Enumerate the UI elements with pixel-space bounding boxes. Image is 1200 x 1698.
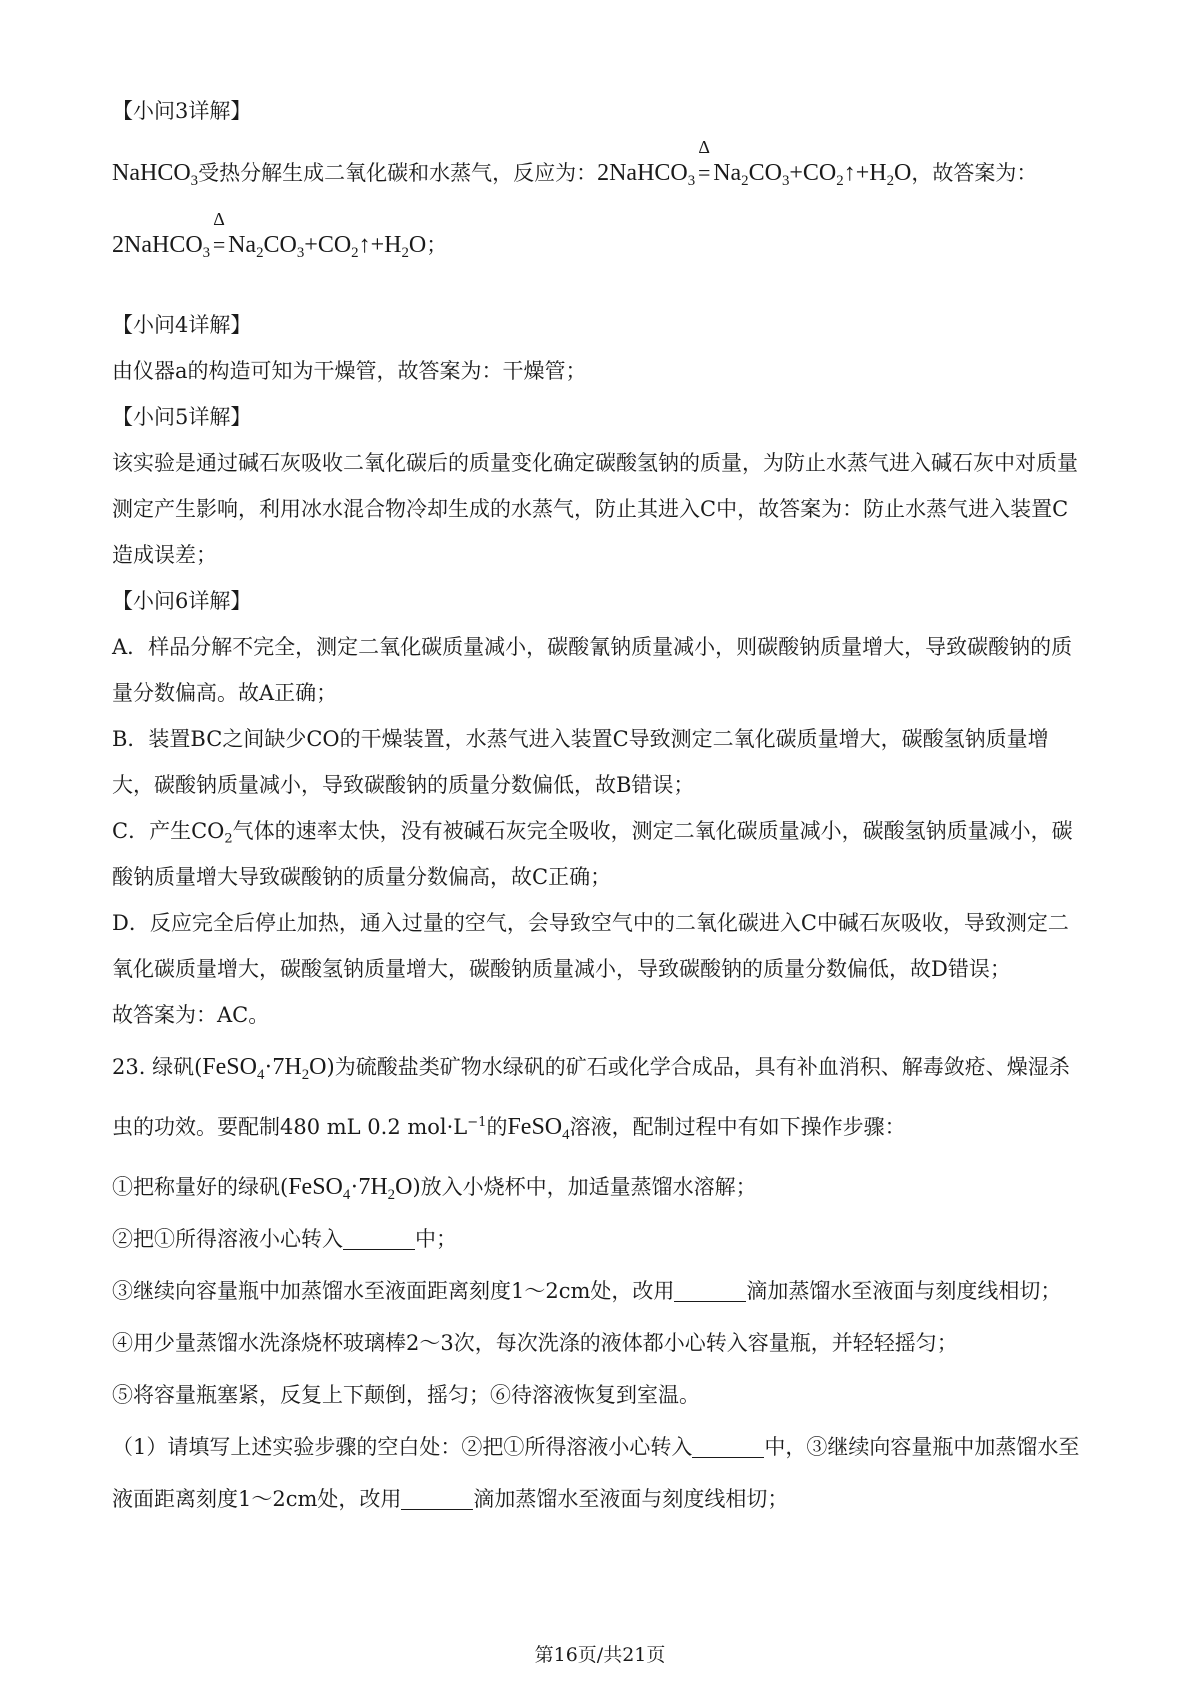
q23-line-2: 虫的功效。要配制480 mL 0.2 $mol\cdot L^{-1}$的FeSO$_4$溶液，配制过程中有如下操作步骤： bbox=[112, 1114, 906, 1144]
answer-blank bbox=[674, 1279, 746, 1302]
q5-line-3: 造成误差； bbox=[112, 543, 217, 567]
feso4-formula: FeSO$_4$ bbox=[507, 1114, 570, 1144]
q6-answer: 故答案为：AC。 bbox=[112, 1003, 270, 1027]
answer-blank bbox=[343, 1227, 415, 1250]
q5-line-2: 测定产生影响，利用冰水混合物冷却生成的水蒸气，防止其进入C中，故答案为：防止水蒸气进入装置C bbox=[112, 497, 1069, 521]
option-d-line-2: 氧化碳质量增大，碳酸氢钠质量增大，碳酸钠质量减小，导致碳酸钠的质量分数偏低，故D错误； bbox=[112, 957, 1011, 981]
decomposition-equation: 2NaHCO$_3$ Δ = $Na_2CO_3+CO_2↑+H_2O$ bbox=[597, 137, 912, 190]
green-vitriol-formula: $FeSO_4\cdot 7H_2O$ bbox=[288, 1174, 413, 1204]
step-2: ②把①所得溶液小心转入 中； bbox=[112, 1227, 457, 1251]
q3-line-1: NaHCO$_3$受热分解生成二氧化碳和水蒸气，反应为：2NaHCO$_3$ Δ = $Na_2CO_3+CO_2↑+H_2O$，故答案为： bbox=[112, 137, 1038, 190]
answer-equation: 2NaHCO$_3$ Δ = $Na_2CO_3+CO_2↑+H_2O$ bbox=[112, 209, 427, 262]
q3-text: 受热分解生成二氧化碳和水蒸气，反应为： bbox=[198, 161, 598, 185]
q23-line-1: 23. 绿矾$(FeSO_4\cdot 7H_2O)$为硫酸盐类矿物水绿矾的矿石或化学合成品，具有补血消积、解毒敛疮、燥湿杀 bbox=[112, 1054, 1070, 1084]
step-5-6: ⑤将容量瓶塞紧，反复上下颠倒，摇匀；⑥待溶液恢复到室温。 bbox=[112, 1383, 700, 1407]
option-d-line-1: D．反应完全后停止加热，通入过量的空气，会导致空气中的二氧化碳进入C中碱石灰吸收，导致测定二 bbox=[112, 911, 1069, 935]
step-1: ①把称量好的绿矾$(FeSO_4\cdot 7H_2O)$放入小烧杯中，加适量蒸馏水溶解； bbox=[112, 1174, 757, 1204]
option-c-line-1: C．产生$CO_2$气体的速率太快，没有被碱石灰完全吸收，测定二氧化碳质量减小，碳酸氢钠质量减小，碳 bbox=[112, 819, 1073, 847]
heading-q6: 【小问6详解】 bbox=[112, 589, 252, 613]
green-vitriol-formula: $FeSO_4\cdot 7H_2O$ bbox=[202, 1054, 327, 1084]
q5-line-1: 该实验是通过碱石灰吸收二氧化碳后的质量变化确定碳酸氢钠的质量，为防止水蒸气进入碱石灰中对质量 bbox=[112, 451, 1078, 475]
option-b-line-2: 大，碳酸钠质量减小，导致碳酸钠的质量分数偏低，故B错误； bbox=[112, 773, 695, 797]
option-c-line-2: 酸钠质量增大导致碳酸钠的质量分数偏高，故C正确； bbox=[112, 865, 612, 889]
heading-q4: 【小问4详解】 bbox=[112, 313, 252, 337]
option-a-line-2: 量分数偏高。故A正确； bbox=[112, 681, 338, 705]
page-footer: 第16页/共21页 bbox=[534, 1644, 666, 1666]
heading-q3: 【小问3详解】 bbox=[112, 99, 252, 123]
q4-text: 由仪器a的构造可知为干燥管，故答案为：干燥管； bbox=[112, 359, 587, 383]
q3-line-2: 2NaHCO$_3$ Δ = $Na_2CO_3+CO_2↑+H_2O$； bbox=[112, 209, 448, 262]
option-b-line-1: B．装置BC之间缺少CO的干燥装置，水蒸气进入装置C导致测定二氧化碳质量增大，碳酸氢钠质量增 bbox=[112, 727, 1049, 751]
reactant-formula: NaHCO$_3$ bbox=[112, 160, 199, 190]
heating-symbol: Δ = bbox=[697, 137, 711, 185]
heating-symbol: Δ = bbox=[212, 209, 226, 257]
answer-blank bbox=[401, 1487, 473, 1510]
answer-blank bbox=[692, 1435, 764, 1458]
part-1-line-2: 液面距离刻度1～2cm处，改用 滴加蒸馏水至液面与刻度线相切； bbox=[112, 1487, 789, 1511]
option-a-line-1: A．样品分解不完全，测定二氧化碳质量减小，碳酸氰钠质量减小，则碳酸钠质量增大，导致碳酸钠的质 bbox=[112, 635, 1073, 659]
part-1-line-1: （1）请填写上述实验步骤的空白处：②把①所得溶液小心转入 中，③继续向容量瓶中加蒸馏水至 bbox=[112, 1435, 1080, 1459]
step-4: ④用少量蒸馏水洗涤烧杯玻璃棒2～3次，每次洗涤的液体都小心转入容量瓶，并轻轻摇匀； bbox=[112, 1331, 958, 1355]
heading-q5: 【小问5详解】 bbox=[112, 405, 252, 429]
step-3: ③继续向容量瓶中加蒸馏水至液面距离刻度1～2cm处，改用 滴加蒸馏水至液面与刻度线相切； bbox=[112, 1279, 1062, 1303]
